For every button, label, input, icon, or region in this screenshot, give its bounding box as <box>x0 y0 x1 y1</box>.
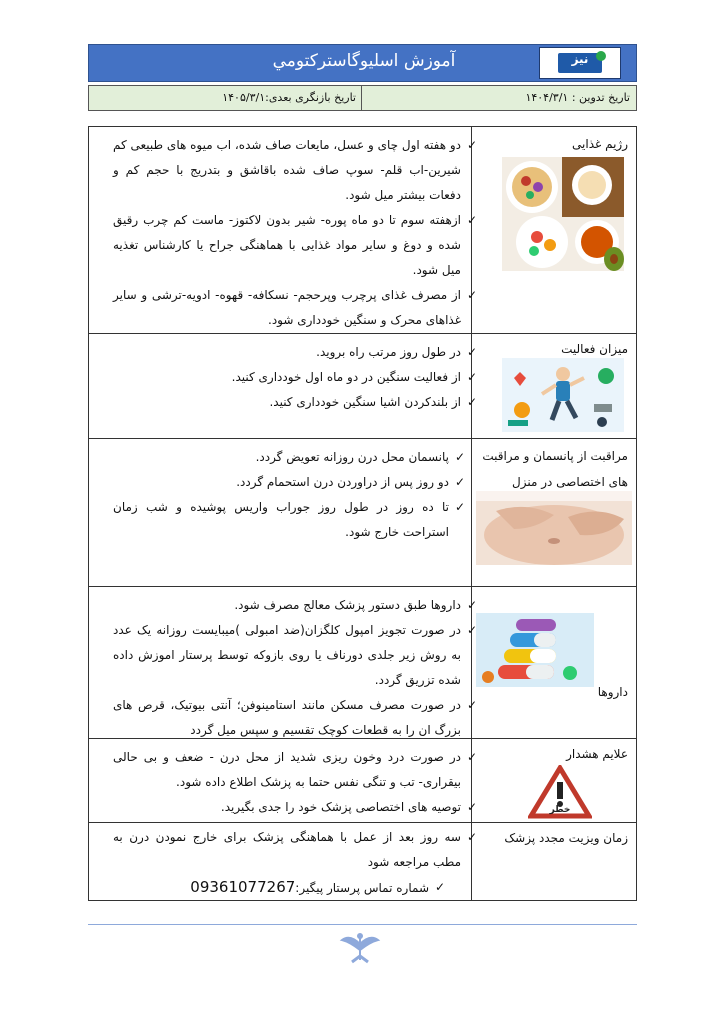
list-item <box>113 133 477 208</box>
bullet-text: دو روز پس از دراوردن درن استحمام گردد. <box>236 475 449 489</box>
list-item <box>113 693 477 743</box>
check-icon: ✓ <box>466 138 477 152</box>
row-content <box>89 587 477 738</box>
row-label-cell <box>471 439 636 586</box>
bullet-text: پانسمان محل درن روزانه تعویض گردد. <box>255 450 449 464</box>
bullet-text: در طول روز مرتب راه بروید. <box>316 345 461 359</box>
bullet-text: ازهفته سوم تا دو ماه پوره- شیر بدون لاکتوز- ماست کم چرب رقیق شده و دوغ و سایر مواد غذایی با هماهنگی جراح یا کارشناس تغذیه میل شود. <box>113 213 461 277</box>
check-icon: ✓ <box>466 750 477 764</box>
list-item <box>113 365 477 390</box>
logo-text: نیز <box>571 52 589 66</box>
list-item <box>113 390 477 415</box>
pills-image <box>476 613 594 687</box>
table-row-follow-up <box>89 822 636 900</box>
phone-label: شماره تماس پرستار پیگیر: <box>295 881 429 895</box>
list-item <box>113 593 477 618</box>
healthy-food-image <box>502 157 624 271</box>
footer-divider <box>88 924 637 925</box>
bullet-text: توصیه های اختصاصی پزشک خود را جدی بگیرید. <box>220 800 461 814</box>
row-label-cell <box>471 587 636 738</box>
list-item <box>113 825 477 875</box>
row-label-cell <box>471 334 636 438</box>
next-review-date: تاریخ بازنگری بعدی:۱۴۰۵/۳/۱ <box>222 91 356 104</box>
row-label: زمان ویزیت مجدد پزشک <box>504 831 628 845</box>
bullet-text: تا ده روز در طول روز جوراب واریس پوشیده و شب زمان استراحت خارج شود. <box>113 500 449 539</box>
bullet-text: داروها طبق دستور پزشک معالج مصرف شود. <box>234 598 461 612</box>
check-icon: ✓ <box>466 345 477 359</box>
table-row-activity <box>89 333 636 438</box>
list-item <box>113 495 465 545</box>
compile-date: تاریخ تدوین : ۱۴۰۴/۳/۱ <box>361 86 636 110</box>
list-item <box>113 340 477 365</box>
row-label-cell <box>471 739 636 822</box>
bullet-text: در صورت درد وخون ریزی شدید از محل درن - ضعف و بی حالی بیقراری- تب و تنگی نفس حتما به پزشک اطلاع داده شود. <box>113 750 461 789</box>
row-content <box>89 823 477 900</box>
bullet-text: دو هفته اول چای و عسل، مایعات صاف شده، اب میوه های طبیعی کم شیرین-اب قلم- سوپ صاف شده باقاشق و بتدریج با حجم کم و دفعات بیشتر میل شود. <box>113 138 461 202</box>
warning-text: خطر <box>549 805 571 815</box>
row-content <box>89 334 477 438</box>
row-label: میزان فعالیت <box>561 342 628 356</box>
info-bar <box>88 85 637 111</box>
page-header <box>88 44 637 82</box>
check-icon: ✓ <box>454 450 465 464</box>
footer-ornament-icon <box>338 930 382 966</box>
row-label: علایم هشدار <box>566 747 628 761</box>
check-icon: ✓ <box>466 598 477 612</box>
row-label: رژیم غذایی <box>572 137 628 151</box>
row-label: مراقبت از پانسمان و مراقبت های اختصاصی در منزل <box>482 449 628 489</box>
warning-sign-icon <box>528 765 592 819</box>
table-row-diet <box>89 127 636 333</box>
bullet-text: در صورت مصرف مسکن مانند استامینوفن؛ آنتی بیوتیک، قرص های بزرگ ان را به قطعات کوچک تقسیم و سپس میل گردد <box>113 698 461 737</box>
check-icon: ✓ <box>466 370 477 384</box>
check-icon: ✓ <box>466 698 477 712</box>
list-item <box>113 795 477 820</box>
list-item <box>113 208 477 283</box>
list-item <box>113 445 465 470</box>
phone-number[interactable]: 09361077267 <box>190 878 296 896</box>
hospital-logo <box>539 47 621 79</box>
bullet-text: از مصرف غذای پرچرب وپرحجم- نسکافه- قهوه- ادویه-ترشی و سایر غذاهای محرک و سنگین خودداری شود. <box>113 288 461 327</box>
page-title: آموزش اسلیوگاسترکتومي <box>272 51 456 71</box>
bullet-text: از فعالیت سنگین در دو ماه اول خودداری کنید. <box>231 370 461 384</box>
check-icon: ✓ <box>466 830 477 844</box>
bullet-text: سه روز بعد از عمل با هماهنگی پزشک برای خارج نمودن درن به مطب مراجعه شود <box>113 830 461 869</box>
list-item <box>113 283 477 333</box>
list-item <box>113 745 477 795</box>
row-content <box>89 439 473 586</box>
table-row-medications <box>89 586 636 738</box>
exercise-image <box>502 358 624 432</box>
check-icon: ✓ <box>454 475 465 489</box>
phone-line <box>113 875 465 901</box>
row-content <box>89 739 477 822</box>
check-icon: ✓ <box>466 288 477 302</box>
check-icon: ✓ <box>454 500 465 514</box>
row-label-cell <box>471 823 636 900</box>
row-label: داروها <box>597 685 628 699</box>
check-icon: ✓ <box>466 395 477 409</box>
list-item <box>113 470 465 495</box>
check-icon: ✓ <box>466 213 477 227</box>
check-icon: ✓ <box>434 880 445 894</box>
check-icon: ✓ <box>466 623 477 637</box>
row-label-cell <box>471 127 636 333</box>
list-item <box>113 618 477 693</box>
table-row-warning-signs <box>89 738 636 822</box>
education-table <box>88 126 637 901</box>
bullet-text: در صورت تجویز امپول کلگزان(ضد امبولی )میبایست روزانه یک عدد به روش زیر جلدی دورناف یا روی بازوکه توسط پرستار اموزش داده شده تزریق گردد. <box>113 623 461 687</box>
check-icon: ✓ <box>466 800 477 814</box>
bullet-text: از بلندکردن اشیا سنگین خودداری کنید. <box>269 395 461 409</box>
table-row-dressing-care <box>89 438 636 586</box>
row-content <box>89 127 477 333</box>
abdomen-care-image <box>476 491 632 565</box>
